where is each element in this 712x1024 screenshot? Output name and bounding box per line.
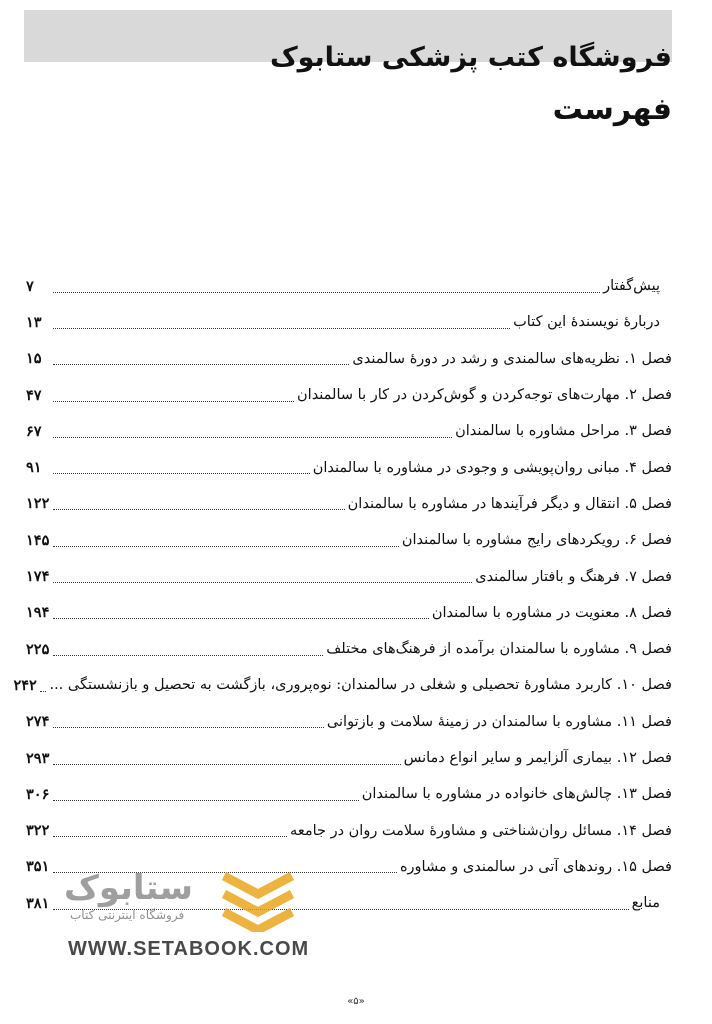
toc-entry-page: ۳۲۲ (26, 822, 50, 840)
toc-entry-page: ۳۰۶ (26, 785, 50, 803)
toc-dot-leader (53, 364, 349, 365)
toc-entry-title: فصل ۴. مبانی روان‌پویشی و وجودی در مشاوره با سالمندان (312, 459, 672, 476)
toc-entry-title: فصل ۹. مشاوره با سالمندان برآمده از فرهنگ‌های مختلف (326, 641, 672, 658)
toc-entry-title: فصل ۲. مهارت‌های توجه‌کردن و گوش‌کردن در کار با سالمندان (297, 387, 672, 404)
toc-entry-title: فصل ۸. معنویت در مشاوره با سالمندان (431, 604, 672, 621)
toc-entry-title: فصل ۱۵. روندهای آتی در سالمندی و مشاوره (399, 858, 672, 875)
toc-entry (26, 268, 672, 304)
toc-dot-leader (53, 437, 452, 438)
toc-entry-title: فصل ۶. رویکردهای رایج مشاوره با سالمندان (401, 532, 672, 549)
toc-dot-leader (53, 727, 324, 728)
toc-entry (26, 595, 672, 631)
toc-dot-leader (53, 764, 401, 765)
toc-entry-title: فصل ۱۰. کاربرد مشاورۀ تحصیلی و شغلی در سالمندان: نوه‌پروری، بازگشت به تحصیل و بازنشستگی ... (49, 677, 672, 694)
toc-entry-title: فصل ۱۴. مسائل روان‌شناختی و مشاورۀ سلامت روان در جامعه (290, 822, 672, 839)
toc-dot-leader (53, 292, 600, 293)
toc-entry-title: منابع (631, 895, 660, 912)
toc-entry (26, 558, 672, 594)
toc-dot-leader (53, 473, 310, 474)
toc-entry (26, 341, 672, 377)
table-of-contents (13, 268, 672, 921)
toc-entry (26, 449, 672, 485)
toc-entry-title: فصل ۱. نظریه‌های سالمندی و رشد در دورۀ سالمندی (352, 350, 672, 367)
watermark-brand: ستابوک (64, 868, 193, 908)
toc-entry-title: فصل ۵. انتقال و دیگر فرآیندها در مشاوره با سالمندان (347, 495, 672, 512)
toc-dot-leader (53, 401, 294, 402)
toc-entry (26, 704, 672, 740)
toc-entry-page: ۷ (26, 277, 34, 295)
toc-entry-page: ۳۵۱ (26, 858, 50, 876)
toc-dot-leader (53, 836, 287, 837)
page-number: «۵» (347, 996, 365, 1007)
toc-dot-leader (53, 509, 345, 510)
toc-entry-title: پیش‌گفتار (603, 278, 660, 295)
toc-dot-leader (53, 655, 323, 656)
toc-entry-page: ۱۵ (26, 350, 42, 368)
chevron-stack-logo-icon (216, 866, 300, 932)
toc-entry-page: ۳۸۱ (26, 894, 50, 912)
toc-entry-title: فصل ۳. مراحل مشاوره با سالمندان (455, 423, 672, 440)
toc-entry (26, 776, 672, 812)
toc-entry-page: ۱۷۴ (26, 568, 50, 586)
toc-dot-leader (40, 691, 46, 692)
toc-entry-page: ۶۷ (26, 422, 42, 440)
toc-entry (26, 486, 672, 522)
toc-entry (26, 740, 672, 776)
toc-entry-page: ۴۷ (26, 386, 42, 404)
toc-entry-page: ۹۱ (26, 459, 42, 477)
toc-entry-page: ۱۹۴ (26, 604, 50, 622)
toc-entry-page: ۲۲۵ (26, 640, 50, 658)
toc-dot-leader (53, 582, 472, 583)
toc-entry (26, 812, 672, 848)
toc-dot-leader (53, 618, 429, 619)
toc-entry-page: ۱۲۲ (26, 495, 50, 513)
toc-entry-page: ۲۴۲ (13, 676, 37, 694)
toc-dot-leader (53, 328, 510, 329)
toc-entry (13, 667, 672, 703)
toc-entry-title: فصل ۷. فرهنگ و بافتار سالمندی (475, 568, 672, 585)
toc-entry (26, 522, 672, 558)
toc-dot-leader (53, 546, 399, 547)
toc-entry (26, 413, 672, 449)
toc-entry-title: فصل ۱۱. مشاوره با سالمندان در زمینۀ سلامت و بازتوانی (326, 713, 672, 730)
toc-entry-page: ۲۹۳ (26, 749, 50, 767)
toc-entry-page: ۲۷۴ (26, 713, 50, 731)
toc-entry-title: دربارۀ نویسندۀ این کتاب (513, 314, 660, 331)
watermark-url: WWW.SETABOOK.COM (68, 938, 310, 960)
toc-entry-page: ۱۴۵ (26, 531, 50, 549)
store-title: فروشگاه کتب پزشکی ستابوک (269, 42, 672, 73)
toc-entry-title: فصل ۱۲. بیماری آلزایمر و سایر انواع دمانس (403, 750, 672, 766)
watermark (56, 866, 310, 966)
toc-entry (26, 631, 672, 667)
toc-entry-page: ۱۳ (26, 313, 42, 331)
toc-entry (26, 377, 672, 413)
toc-entry (26, 304, 672, 340)
watermark-tagline: فروشگاه اینترنتی کتاب (70, 908, 185, 922)
toc-entry-title: فصل ۱۳. چالش‌های خانواده در مشاوره با سالمندان (361, 786, 672, 803)
toc-dot-leader (53, 800, 359, 801)
toc-heading: فهرست (552, 92, 672, 127)
